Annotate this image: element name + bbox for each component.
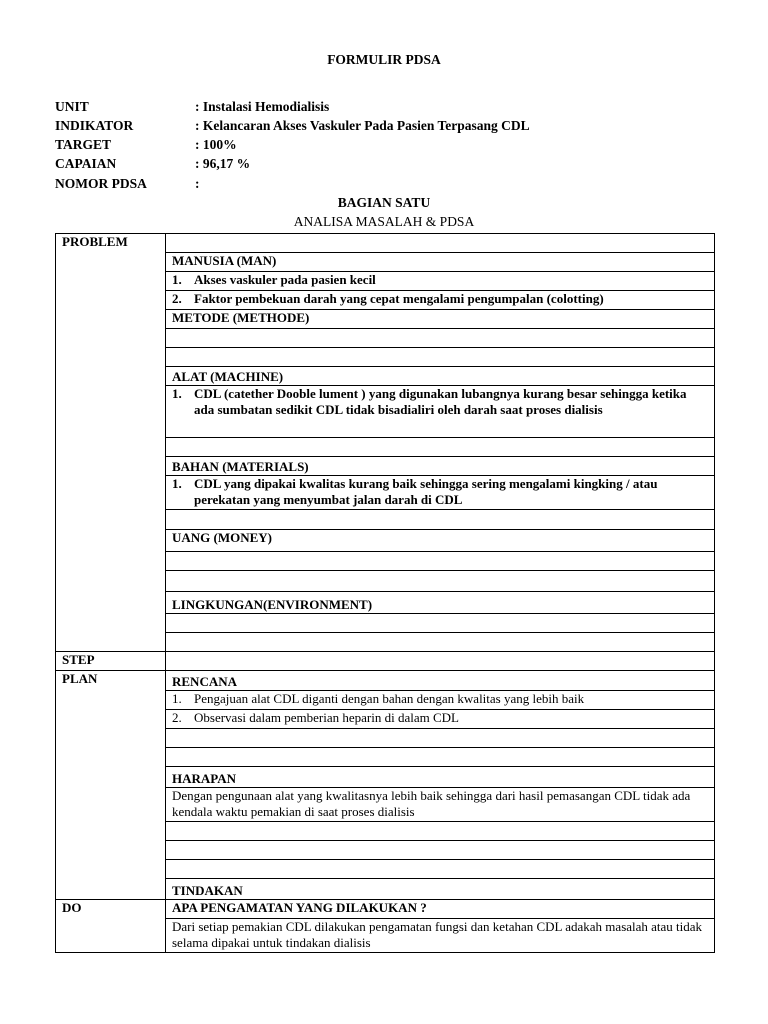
man-item — [166, 272, 715, 291]
item-text: Observasi dalam pemberian heparin di dalam CDL — [194, 710, 459, 725]
section-title: BAGIAN SATU — [337, 195, 431, 210]
item-number: 1. — [172, 272, 182, 287]
meta-label: TARGET — [55, 137, 112, 152]
harapan-heading: HARAPAN — [166, 767, 715, 788]
empty-cell — [166, 729, 715, 748]
tindakan-heading: TINDAKAN — [166, 879, 715, 900]
meta-label: UNIT — [55, 99, 89, 114]
item-number: 2. — [172, 291, 182, 306]
item-number: 1. — [172, 691, 182, 706]
meta-label: INDIKATOR — [55, 118, 134, 133]
item-number: 1. — [172, 476, 182, 491]
problem-label: PROBLEM — [56, 234, 166, 652]
machine-heading: ALAT (MACHINE) — [166, 367, 715, 386]
meta-label: CAPAIAN — [55, 156, 117, 171]
empty-cell — [166, 552, 715, 571]
man-item — [166, 291, 715, 310]
empty-cell — [166, 614, 715, 633]
item-number: 1. — [172, 386, 182, 401]
do-answer-text: Dari setiap pemakian CDL dilakukan pengamatan fungsi dan ketahan CDL adakah masalah atau tidak selama dipakai untuk tindakan dialisis — [166, 919, 715, 953]
empty-cell — [166, 860, 715, 879]
machine-item — [166, 386, 715, 438]
money-heading: UANG (MONEY) — [166, 530, 715, 552]
empty-cell — [166, 748, 715, 767]
empty-cell — [166, 652, 715, 671]
plan-label: PLAN — [56, 671, 166, 900]
table-row-plan — [56, 671, 715, 691]
pdsa-table — [55, 233, 715, 953]
do-question-heading: APA PENGAMATAN YANG DILAKUKAN ? — [166, 900, 715, 919]
meta-value: : 96,17 % — [195, 156, 251, 171]
item-text: CDL (catether Dooble lument ) yang digunakan lubangnya kurang besar sehingga ketika ada sumbatan sedikit CDL tidak bisadialiri oleh darah saat proses dialisis — [194, 386, 687, 417]
empty-cell — [166, 438, 715, 457]
materials-heading: BAHAN (MATERIALS) — [166, 457, 715, 476]
step-label: STEP — [56, 652, 166, 671]
environment-heading: LINGKUNGAN(ENVIRONMENT) — [166, 592, 715, 614]
method-heading: METODE (METHODE) — [166, 310, 715, 329]
item-text: CDL yang dipakai kwalitas kurang baik sehingga sering mengalami kingking / atau perekatan yang menyumbat jalan darah di CDL — [194, 476, 658, 507]
materials-item — [166, 476, 715, 510]
meta-value: : 100% — [195, 137, 237, 152]
rencana-item — [166, 691, 715, 710]
table-row-step — [56, 652, 715, 671]
empty-cell — [166, 234, 715, 253]
meta-value: : — [195, 176, 200, 191]
meta-label: NOMOR PDSA — [55, 176, 147, 191]
empty-cell — [166, 633, 715, 652]
rencana-heading: RENCANA — [166, 671, 715, 691]
meta-value: : Instalasi Hemodialisis — [195, 99, 330, 114]
meta-value: : Kelancaran Akses Vaskuler Pada Pasien Terpasang CDL — [195, 118, 530, 133]
man-heading: MANUSIA (MAN) — [166, 253, 715, 272]
harapan-text: Dengan pengunaan alat yang kwalitasnya lebih baik sehingga dari hasil pemasangan CDL tidak ada kendala waktu pemakian di saat proses dialisis — [166, 788, 715, 822]
rencana-item — [166, 710, 715, 729]
empty-cell — [166, 822, 715, 841]
item-text: Pengajuan alat CDL diganti dengan bahan dengan kwalitas yang lebih baik — [194, 691, 585, 706]
empty-cell — [166, 510, 715, 530]
form-title: FORMULIR PDSA — [327, 52, 441, 67]
item-text: Akses vaskuler pada pasien kecil — [194, 272, 376, 287]
item-text: Faktor pembekuan darah yang cepat mengalami pengumpalan (colotting) — [194, 291, 604, 306]
empty-cell — [166, 348, 715, 367]
empty-cell — [166, 841, 715, 860]
table-row — [56, 234, 715, 253]
item-number: 2. — [172, 710, 182, 725]
empty-cell — [166, 329, 715, 348]
table-row-do — [56, 900, 715, 919]
section-subtitle: ANALISA MASALAH & PDSA — [293, 214, 475, 229]
empty-cell — [166, 571, 715, 592]
do-label: DO — [56, 900, 166, 953]
